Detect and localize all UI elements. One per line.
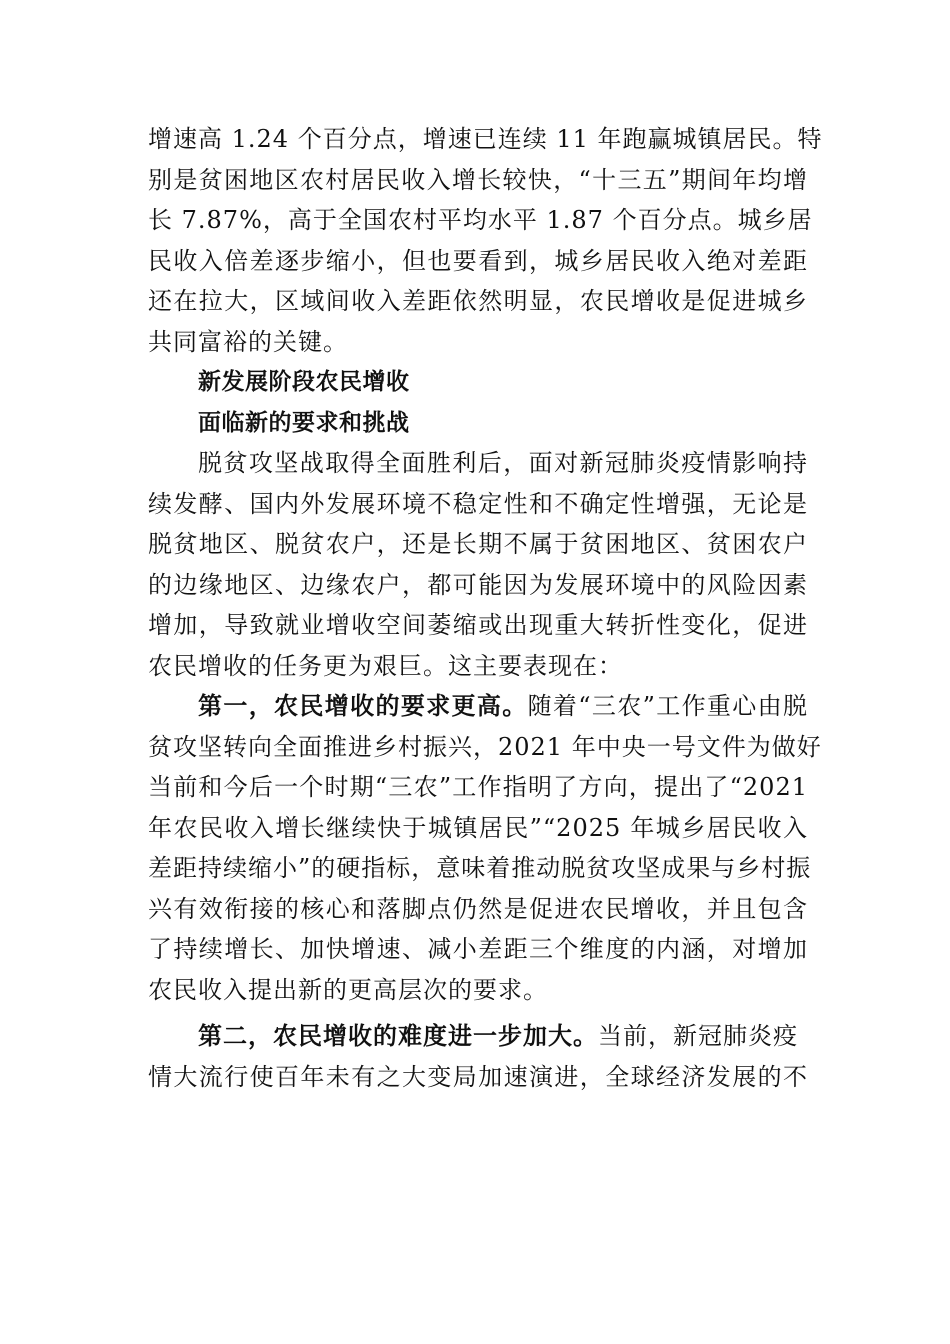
point-one-first-line-rest: 随着“三农”工作重心由脱	[527, 692, 808, 720]
section-heading-line-2: 面临新的要求和挑战	[198, 409, 410, 436]
challenges-line-6: 农民增收的任务更为艰巨。这主要表现在：	[148, 651, 623, 680]
intro-line-3: 长 7.87%，高于全国农村平均水平 1.87 个百分点。城乡居	[148, 206, 813, 234]
section-heading-line-1: 新发展阶段农民增收	[198, 369, 410, 395]
point-one-line-3: 当前和今后一个时期“三农”工作指明了方向，提出了“2021	[148, 773, 808, 801]
point-one-line-2: 贫攻坚转向全面推进乡村振兴，2021 年中央一号文件为做好	[148, 732, 822, 761]
point-one-line-7: 了持续增长、加快增速、减小差距三个维度的内涵，对增加	[148, 935, 808, 963]
intro-line-4: 民收入倍差逐步缩小，但也要看到，城乡居民收入绝对差距	[148, 246, 808, 275]
intro-line-5: 还在拉大，区域间收入差距依然明显，农民增收是促进城乡	[148, 287, 808, 315]
point-one-lead: 第一，农民增收的要求更高。	[198, 691, 528, 720]
intro-line-2: 别是贫困地区农村居民收入增长较快，“十三五”期间年均增	[148, 165, 808, 194]
challenges-line-2: 续发酵、国内外发展环境不稳定性和不确定性增强，无论是	[148, 489, 808, 518]
point-one-line-5: 差距持续缩小”的硬指标，意味着推动脱贫攻坚成果与乡村振	[148, 854, 812, 882]
intro-line-1: 增速高 1.24 个百分点，增速已连续 11 年跑赢城镇居民。特	[148, 125, 823, 153]
body-text	[148, 119, 823, 1097]
point-one-line-6: 兴有效衔接的核心和落脚点仍然是促进农民增收，并且包含	[148, 894, 808, 923]
point-one-line-4: 年农民收入增长继续快于城镇居民”“2025 年城乡居民收入	[148, 813, 808, 842]
challenges-line-4: 的边缘地区、边缘农户，都可能因为发展环境中的风险因素	[148, 570, 808, 599]
challenges-line-5: 增加，导致就业增收空间萎缩或出现重大转折性变化，促进	[148, 611, 808, 639]
point-one-line-1	[148, 686, 808, 727]
point-two-lead: 第二，农民增收的难度进一步加大。	[198, 1021, 598, 1050]
point-two-first-line-rest: 当前，新冠肺炎疫	[598, 1022, 798, 1050]
challenges-line-3: 脱贫地区、脱贫农户，还是长期不属于贫困地区、贫困农户	[148, 530, 808, 558]
point-one-line-8: 农民收入提出新的更高层次的要求。	[148, 975, 548, 1004]
intro-line-6: 共同富裕的关键。	[148, 327, 348, 356]
point-two-line-1	[148, 1016, 808, 1057]
point-two-line-2: 情大流行使百年未有之大变局加速演进，全球经济发展的不	[148, 1062, 808, 1091]
challenges-line-1: 脱贫攻坚战取得全面胜利后，面对新冠肺炎疫情影响持	[198, 449, 808, 477]
